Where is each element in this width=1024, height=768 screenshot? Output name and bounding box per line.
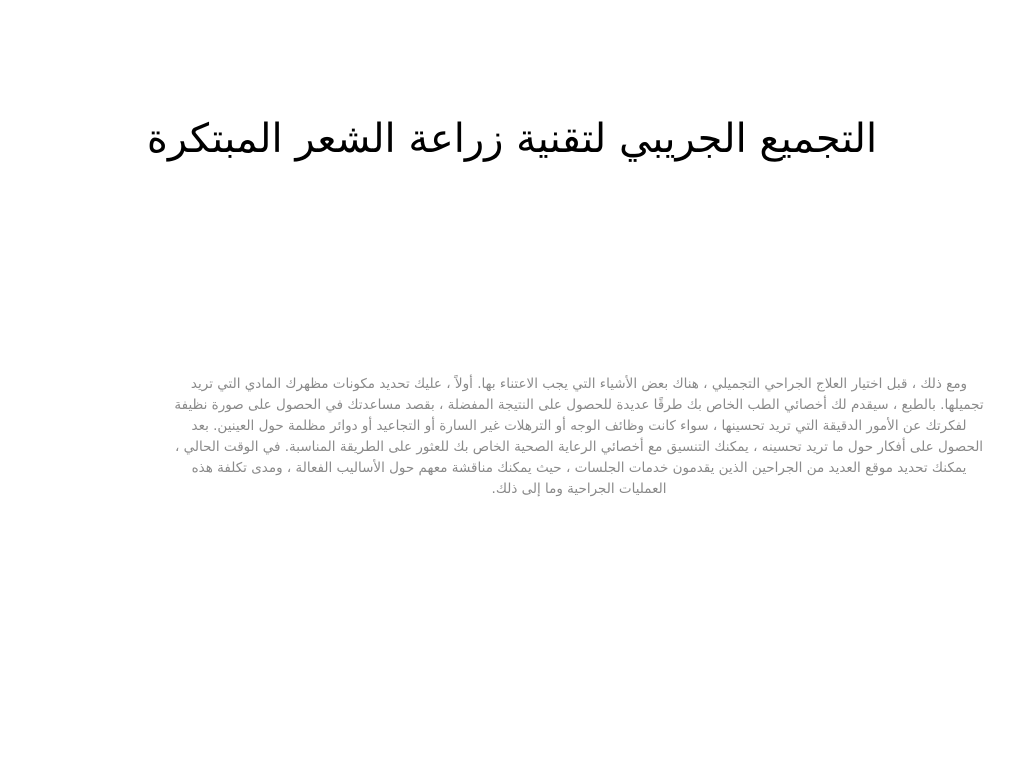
slide-title: التجميع الجريبي لتقنية زراعة الشعر المبتكرة (146, 116, 878, 162)
slide-body-text: ومع ذلك ، قبل اختيار العلاج الجراحي التجميلي ، هناك بعض الأشياء التي يجب الاعتناء بها. أولاً ، عليك تحديد مكونات مظهرك المادي التي تريد تجميلها. بالطبع ، سيقدم لك أخصائي الطب الخاص بك طرقًا عديدة للحصول على النتيجة المفضلة ، بقصد مساعدتك في الحصول على صورة نظيفة لفكرتك عن الأمور الدقيقة التي تريد تحسينها ، سواء كانت وظائف الوجه أو الترهلات غير السارة أو التجاعيد أو دوائر مظلمة حول العينين. بعد الحصول على أفكار حول ما تريد تحسينه ، يمكنك التنسيق مع أخصائي الرعاية الصحية الخاص بك للعثور على الطريقة المناسبة. في الوقت الحالي ، يمكنك تحديد موقع العديد من الجراحين الذين يقدمون خدمات الجلسات ، حيث يمكنك مناقشة معهم حول الأساليب الفعالة ، ومدى تكلفة هذه العمليات الجراحية وما إلى ذلك. (174, 376, 984, 497)
